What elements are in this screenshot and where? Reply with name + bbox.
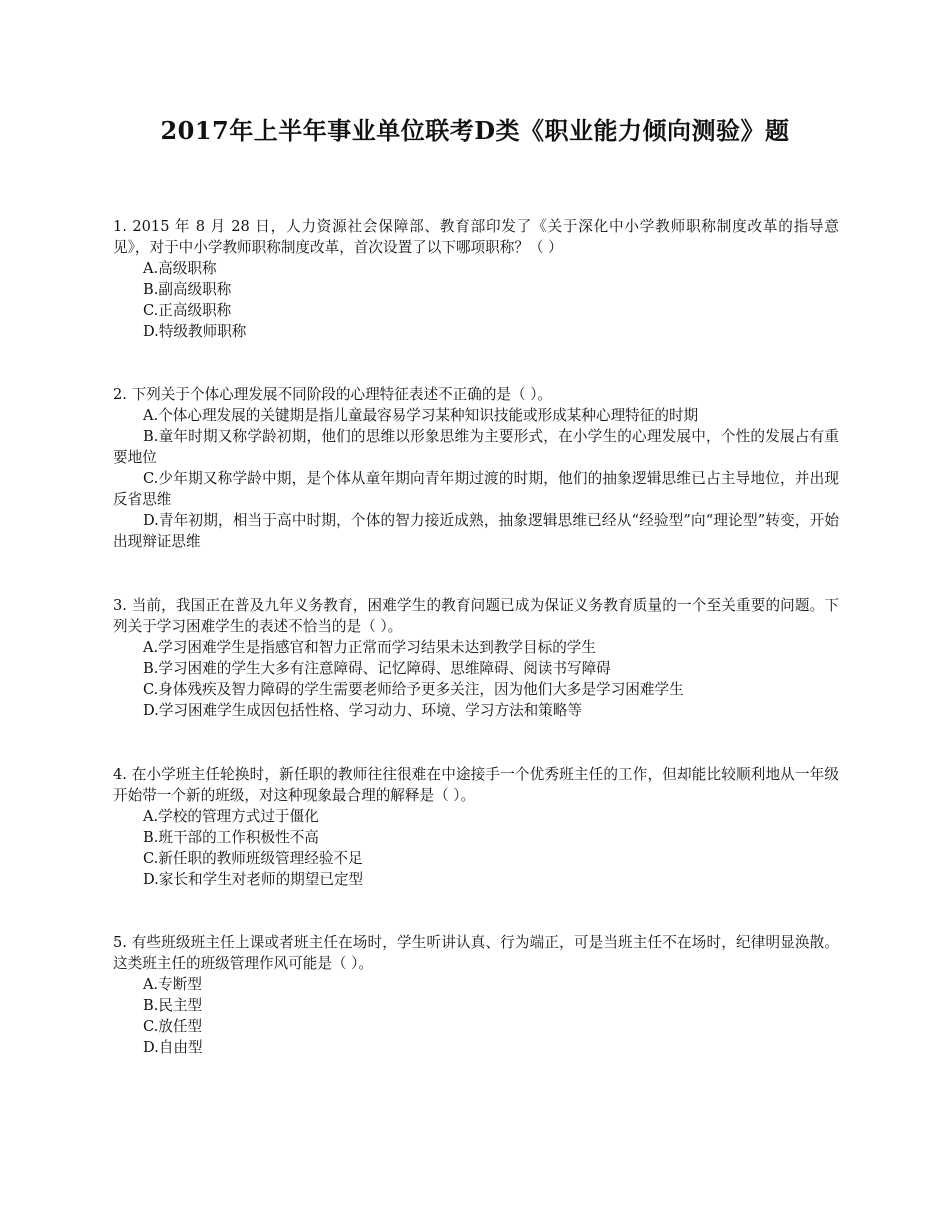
option-c: C.放任型: [143, 1018, 203, 1035]
question-stem: 1. 2015 年 8 月 28 日，人力资源社会保障部、教育部印发了《关于深化中小学教师职称制度改革的指导意见》，对于中小学教师职称制度改革，首次设置了以下哪项职称？（ ）: [113, 218, 839, 256]
question-stem: 3. 当前，我国正在普及九年义务教育，困难学生的教育问题已成为保证义务教育质量的一个至关重要的问题。下列关于学习困难学生的表述不恰当的是（ ）。: [113, 597, 839, 635]
option-d: D.学习困难学生成因包括性格、学习动力、环境、学习方法和策略等: [143, 702, 583, 719]
option-list: [113, 405, 839, 552]
option-d: D.家长和学生对老师的期望已定型: [143, 871, 364, 888]
option-list: [113, 806, 839, 890]
option-d: D.自由型: [143, 1039, 203, 1056]
option-c: C.少年期又称学龄中期，是个体从童年期向青年期过渡的时期，他们的抽象逻辑思维已占主导地位，并出现反省思维: [113, 470, 839, 508]
question-3: [113, 595, 839, 721]
question-1: [113, 216, 839, 342]
option-b: B.学习困难的学生大多有注意障碍、记忆障碍、思维障碍、阅读书写障碍: [143, 660, 611, 677]
option-list: [113, 258, 839, 342]
option-d: D.特级教师职称: [143, 323, 247, 340]
option-b: B.民主型: [143, 997, 203, 1014]
question-stem: 2. 下列关于个体心理发展不同阶段的心理特征表述不正确的是（ ）。: [113, 386, 553, 403]
question-2: [113, 384, 839, 552]
question-5: [113, 932, 839, 1058]
question-stem: 5. 有些班级班主任上课或者班主任在场时，学生听讲认真、行为端正，可是当班主任不在场时，纪律明显涣散。这类班主任的班级管理作风可能是（ ）。: [113, 934, 839, 972]
option-a: A.高级职称: [143, 260, 217, 277]
document-title: 2017年上半年事业单位联考D类《职业能力倾向测验》题: [160, 116, 790, 145]
option-a: A.学校的管理方式过于僵化: [143, 808, 319, 825]
option-a: A.个体心理发展的关键期是指儿童最容易学习某种知识技能或形成某种心理特征的时期: [143, 407, 699, 424]
option-list: [113, 637, 839, 721]
option-b: B.副高级职称: [143, 281, 232, 298]
option-list: [113, 974, 839, 1058]
question-4: [113, 764, 839, 890]
option-c: C.身体残疾及智力障碍的学生需要老师给予更多关注，因为他们大多是学习困难学生: [143, 681, 684, 698]
option-d: D.青年初期，相当于高中时期，个体的智力接近成熟，抽象逻辑思维已经从“经验型”向“理论型”转变，开始出现辩证思维: [113, 512, 839, 550]
option-b: B.童年时期又称学龄初期，他们的思维以形象思维为主要形式，在小学生的心理发展中，个性的发展占有重要地位: [113, 428, 839, 466]
question-stem: 4. 在小学班主任轮换时，新任职的教师往往很难在中途接手一个优秀班主任的工作，但却能比较顺利地从一年级开始带一个新的班级，对这种现象最合理的解释是（ ）。: [113, 766, 839, 804]
option-c: C.新任职的教师班级管理经验不足: [143, 850, 363, 867]
option-a: A.专断型: [143, 976, 202, 993]
option-a: A.学习困难学生是指感官和智力正常而学习结果未达到教学目标的学生: [143, 639, 596, 656]
option-c: C.正高级职称: [143, 302, 232, 319]
option-b: B.班干部的工作积极性不高: [143, 829, 319, 846]
